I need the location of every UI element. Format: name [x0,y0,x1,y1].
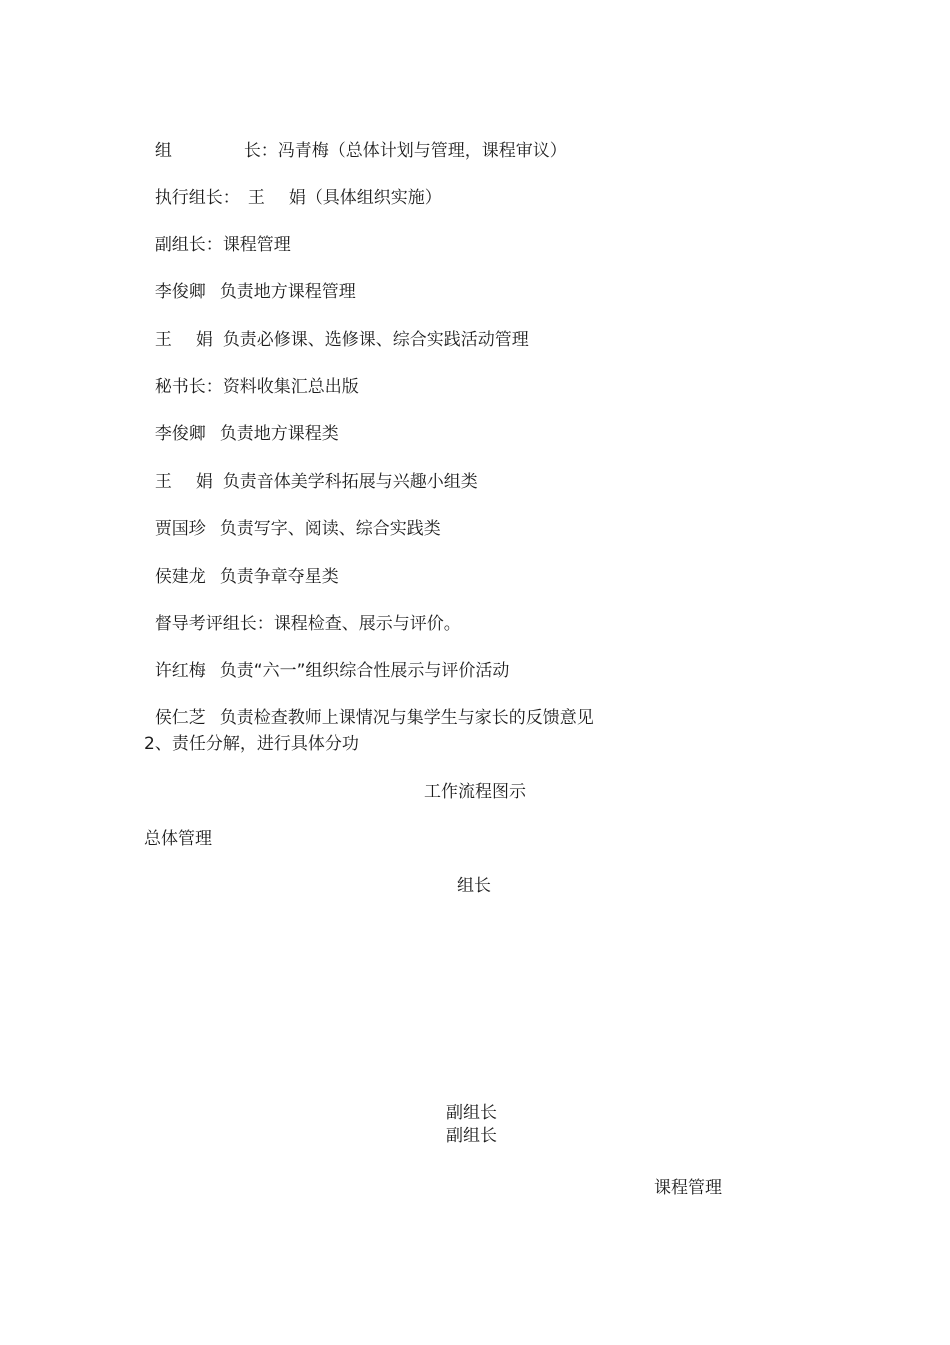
vice-leader-line [144,212,291,256]
member-name: 侯仁芝 [154,708,206,728]
secretary-member-line [144,401,339,445]
secretary-member-line [144,544,339,588]
member-name: 侯建龙 [154,567,206,587]
exec-leader-line [144,165,442,209]
inspector-line [144,591,461,635]
vice-member-line [144,259,356,303]
vice-member-line [144,307,529,351]
member-duty: 负责争章夺星类 [219,567,339,587]
secretary-member-line [144,449,478,493]
exec-leader-text: （具体组织实施） [305,188,442,208]
member-name: 李俊卿 [154,424,206,444]
inspector-member-line [144,638,509,682]
exec-leader-label: 执行组长： [154,188,240,208]
leader-line [144,118,567,162]
vice-leader-label: 副组长： [154,235,223,255]
member-duty: 负责写字、阅读、综合实践类 [219,519,441,539]
member-duty: 负责“六一”组织综合性展示与评价活动 [219,661,510,681]
exec-leader-name-a: 王 [247,188,265,208]
section-heading: 2、责任分解，进行具体分功 [144,734,359,754]
flow-title: 工作流程图示 [424,782,526,802]
secretary-line [144,354,359,398]
member-name: 李俊卿 [154,282,206,302]
member-duty: 负责音体美学科拓展与兴趣小组类 [222,472,478,492]
flow-leader: 组长 [457,876,491,896]
leader-label-a: 组 [154,141,172,161]
inspector-text: 课程检查、展示与评价。 [273,614,461,634]
inspector-member-line [144,685,594,729]
secretary-member-line [144,496,441,540]
flow-vice-leader: 副组长 [446,1103,497,1123]
flow-overall: 总体管理 [144,829,212,849]
member-name-a: 王 [154,472,172,492]
secretary-label: 秘书长： [154,377,223,397]
member-name-a: 王 [154,330,172,350]
member-name-b: 娟 [195,472,213,492]
exec-leader-name-b: 娟 [288,188,306,208]
leader-label-b: 长： [243,141,278,161]
member-duty: 负责必修课、选修课、综合实践活动管理 [222,330,529,350]
member-name: 贾国珍 [154,519,206,539]
leader-text: 冯青梅（总体计划与管理，课程审议） [277,141,567,161]
vice-leader-text: 课程管理 [222,235,291,255]
inspector-label: 督导考评组长： [154,614,274,634]
member-name-b: 娟 [195,330,213,350]
member-duty: 负责地方课程管理 [219,282,356,302]
flow-vice-leader: 副组长 [446,1126,497,1146]
member-duty: 负责检查教师上课情况与集学生与家长的反馈意见 [219,708,594,728]
secretary-text: 资料收集汇总出版 [222,377,359,397]
member-name: 许红梅 [154,661,206,681]
member-duty: 负责地方课程类 [219,424,339,444]
flow-course-management: 课程管理 [654,1178,722,1198]
